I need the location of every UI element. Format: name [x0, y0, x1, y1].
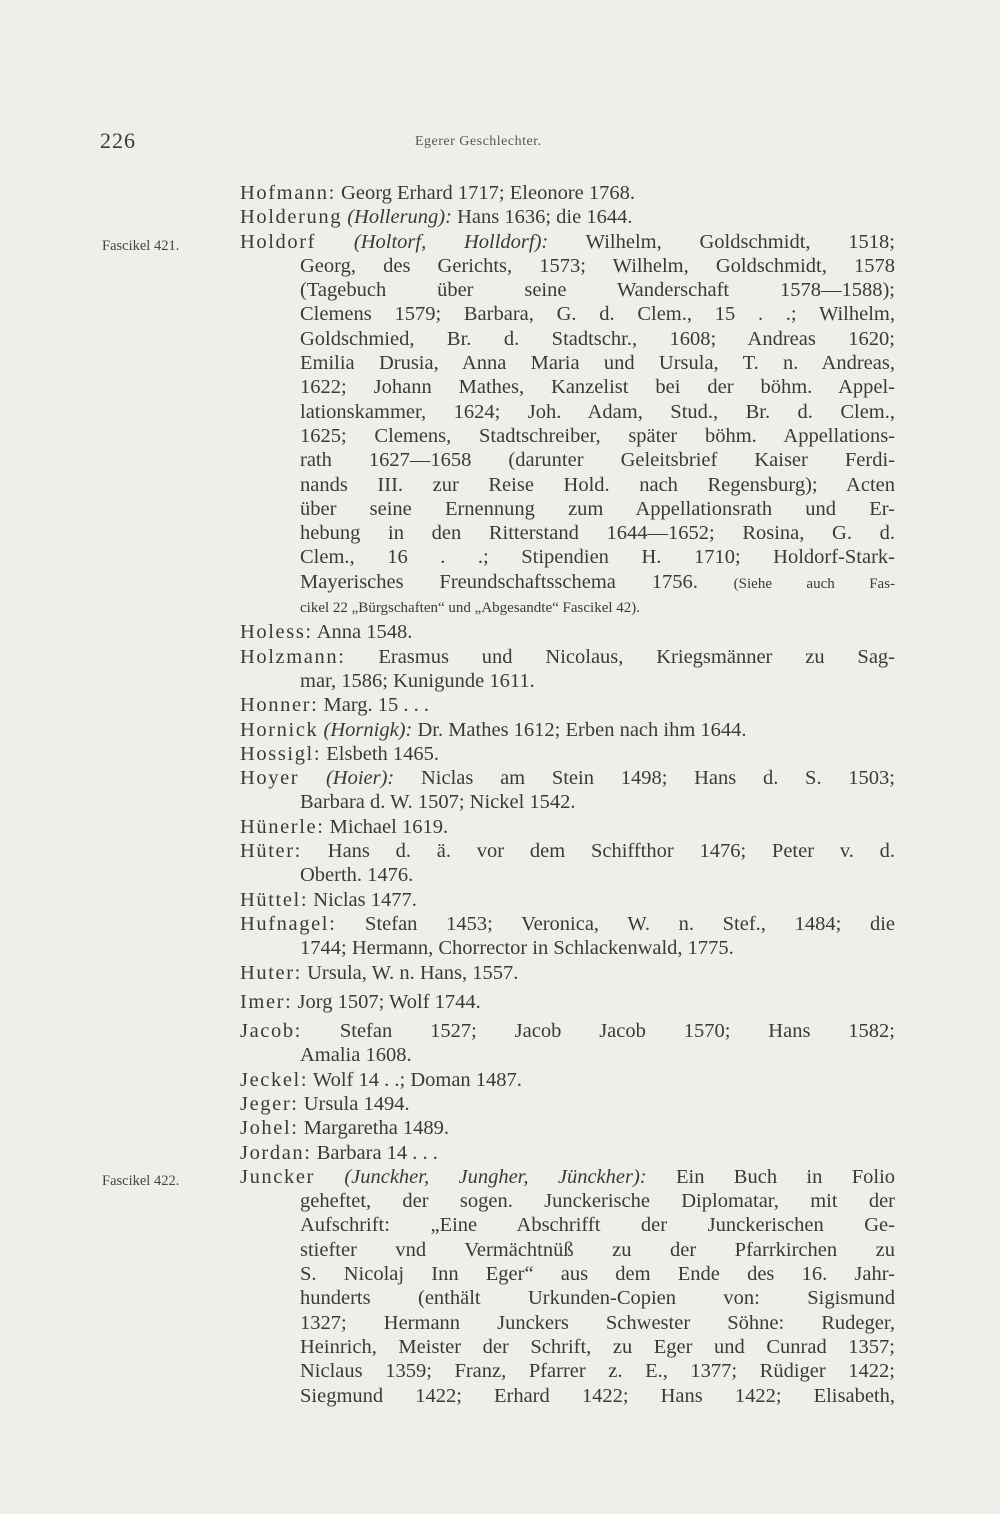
entry-holdorf [102, 230, 896, 621]
entry-hornick [240, 718, 895, 742]
entry-line: geheftet, der sogen. Junckerische Diplomatar, mit der [300, 1190, 895, 1213]
entry-text: Erasmus und Nicolaus, Kriegsmänner zu Sag- [378, 645, 895, 668]
entry-surname: Hüter: [240, 840, 302, 863]
entry-line: Clemens 1579; Barbara, G. d. Clem., 15 . .; Wilhelm, [300, 303, 895, 326]
fascicle-note: Fascikel 422. [102, 1172, 180, 1189]
entry-variant: (Junckher, Jungher, Jünckher): [344, 1165, 647, 1188]
entries-list [102, 181, 896, 1408]
entry-text: Jorg 1507; Wolf 1744. [297, 990, 481, 1013]
entry-huettel [240, 888, 895, 912]
entry-text: Ein Buch in Folio [675, 1165, 896, 1188]
entry-line: nands III. zur Reise Hold. nach Regensburg); Acten [300, 473, 895, 496]
entry-line: Goldschmied, Br. d. Stadtschr., 1608; Andreas 1620; [300, 327, 895, 350]
entry-surname: Huter: [240, 961, 302, 984]
entry-surname: Jeckel: [240, 1068, 309, 1091]
cross-reference: (Siehe auch Fas- [733, 575, 896, 592]
entry-text: Hans d. ä. vor dem Schiffthor 1476; Peter v. d. [327, 840, 896, 863]
entry-surname: Holderung [240, 206, 343, 229]
entry-text: Niclas am Stein 1498; Hans d. S. 1503; [420, 767, 895, 790]
entry-surname: Holzmann: [240, 645, 346, 668]
entry-jordan [240, 1141, 895, 1165]
entry-line: Mayerisches Freundschaftsschema 1756. [300, 570, 698, 593]
entry-holderung [240, 205, 895, 229]
entry-line: über seine Ernennung zum Appellationsrath und Er- [300, 497, 895, 520]
entry-imer [240, 990, 895, 1014]
entry-surname: Hoyer [240, 767, 300, 790]
entry-surname: Hornick [240, 718, 319, 741]
entry-text: Hans 1636; die 1644. [457, 206, 633, 229]
entry-text: Ursula, W. n. Hans, 1557. [307, 961, 519, 984]
entry-surname: Jacob: [240, 1020, 302, 1043]
fascicle-note: Fascikel 421. [102, 237, 180, 254]
entry-line: mar, 1586; Kunigunde 1611. [300, 669, 535, 692]
entry-line: Siegmund 1422; Erhard 1422; Hans 1422; Elisabeth, [300, 1384, 895, 1407]
entry-line: Heinrich, Meister der Schrift, zu Eger und Cunrad 1357; [300, 1335, 895, 1358]
entry-jacob [240, 1019, 895, 1068]
entry-hoyer [240, 766, 895, 815]
entry-line: Amalia 1608. [300, 1044, 412, 1067]
entry-line: Aufschrift: „Eine Abschrifft der Junckerischen Ge- [300, 1214, 895, 1237]
entry-text: Michael 1619. [329, 815, 449, 838]
entry-line: rath 1627—1658 (darunter Geleitsbrief Kaiser Ferdi- [300, 449, 895, 472]
entry-surname: Jeger: [240, 1092, 299, 1115]
entry-johel [240, 1116, 895, 1140]
cross-reference: cikel 22 „Bürgschaften“ und „Abgesandte“ Fascikel 42). [300, 600, 641, 617]
entry-text: Margaretha 1489. [303, 1117, 450, 1140]
entry-line: 1625; Clemens, Stadtschreiber, später böhm. Appellations- [300, 424, 895, 447]
entry-huenerle [240, 815, 895, 839]
entry-variant: (Hoier): [325, 767, 395, 790]
entry-text: Wolf 14 . .; Doman 1487. [312, 1068, 522, 1091]
entry-line: (Tagebuch über seine Wanderschaft 1578—1588); [300, 279, 895, 302]
entry-variant: (Holtorf, Holldorf): [353, 230, 549, 253]
entry-hufnagel [240, 912, 895, 961]
entry-surname: Juncker [240, 1165, 315, 1188]
entry-line: Oberth. 1476. [300, 864, 414, 887]
entry-surname: Holess: [240, 621, 313, 644]
entry-line: hunderts (enthält Urkunden-Copien von: Sigismund [300, 1287, 895, 1310]
entry-holess [240, 620, 895, 644]
entry-surname: Holdorf [240, 230, 317, 253]
entry-text: Niclas 1477. [313, 888, 417, 911]
entry-huter [240, 961, 895, 985]
entry-text: Stefan 1453; Veronica, W. n. Stef., 1484; die [365, 912, 896, 935]
entry-surname: Hufnagel: [240, 912, 337, 935]
entry-juncker [102, 1165, 896, 1408]
entry-text: Georg Erhard 1717; Eleonore 1768. [341, 182, 635, 204]
page-number: 226 [100, 128, 136, 153]
entry-surname: Hünerle: [240, 815, 325, 838]
entry-surname: Hossigl: [240, 742, 322, 765]
entry-surname: Jordan: [240, 1141, 312, 1164]
entry-line: lationskammer, 1624; Joh. Adam, Stud., Br. d. Clem., [300, 400, 895, 423]
entry-line: S. Nicolaj Inn Eger“ aus dem Ende des 16. Jahr- [300, 1263, 895, 1286]
entry-variant: (Hornigk): [323, 718, 413, 741]
entry-text: Ursula 1494. [303, 1092, 410, 1115]
entry-holzmann [240, 645, 895, 694]
entry-line: 1327; Hermann Junckers Schwester Söhne: Rudeger, [300, 1311, 895, 1334]
entry-text: Stefan 1527; Jacob Jacob 1570; Hans 1582; [339, 1020, 895, 1043]
entry-line: 1744; Hermann, Chorrector in Schlackenwald, 1775. [300, 937, 734, 960]
entry-line: stiefter vnd Vermächtnüß zu der Pfarrkirchen zu [300, 1238, 895, 1261]
entry-line: Georg, des Gerichts, 1573; Wilhelm, Goldschmidt, 1578 [300, 254, 895, 277]
entry-hofmann [240, 181, 895, 205]
entry-honner [240, 693, 895, 717]
entry-jeckel [240, 1068, 895, 1092]
entry-line: Clem., 16 . .; Stipendien H. 1710; Holdorf-Stark- [300, 546, 895, 569]
entry-text: Elsbeth 1465. [326, 742, 440, 765]
running-title: Egerer Geschlechter. [415, 134, 542, 149]
entry-hossigl [240, 742, 895, 766]
entry-line: Niclaus 1359; Franz, Pfarrer z. E., 1377; Rüdiger 1422; [300, 1360, 895, 1383]
entry-text: Anna 1548. [316, 621, 413, 644]
entry-surname: Honner: [240, 694, 319, 717]
entry-surname: Hüttel: [240, 888, 309, 911]
entry-text: Barbara 14 . . . [316, 1141, 438, 1164]
entry-hueter [240, 839, 895, 888]
entry-text: Marg. 15 . . . [323, 694, 430, 717]
entry-surname: Imer: [240, 990, 293, 1013]
entry-surname: Hofmann: [240, 182, 336, 204]
entry-text: Dr. Mathes 1612; Erben nach ihm 1644. [417, 718, 747, 741]
entry-surname: Johel: [240, 1117, 299, 1140]
entry-line: hebung in den Ritterstand 1644—1652; Rosina, G. d. [300, 522, 895, 545]
entry-variant: (Hollerung): [347, 206, 452, 229]
entry-line: 1622; Johann Mathes, Kanzelist bei der böhm. Appel- [300, 376, 895, 399]
entry-text: Wilhelm, Goldschmidt, 1518; [585, 230, 895, 253]
entry-line: Barbara d. W. 1507; Nickel 1542. [300, 791, 576, 814]
entry-line: Emilia Drusia, Anna Maria und Ursula, T. n. Andreas, [300, 352, 895, 375]
entry-jeger [240, 1092, 895, 1116]
